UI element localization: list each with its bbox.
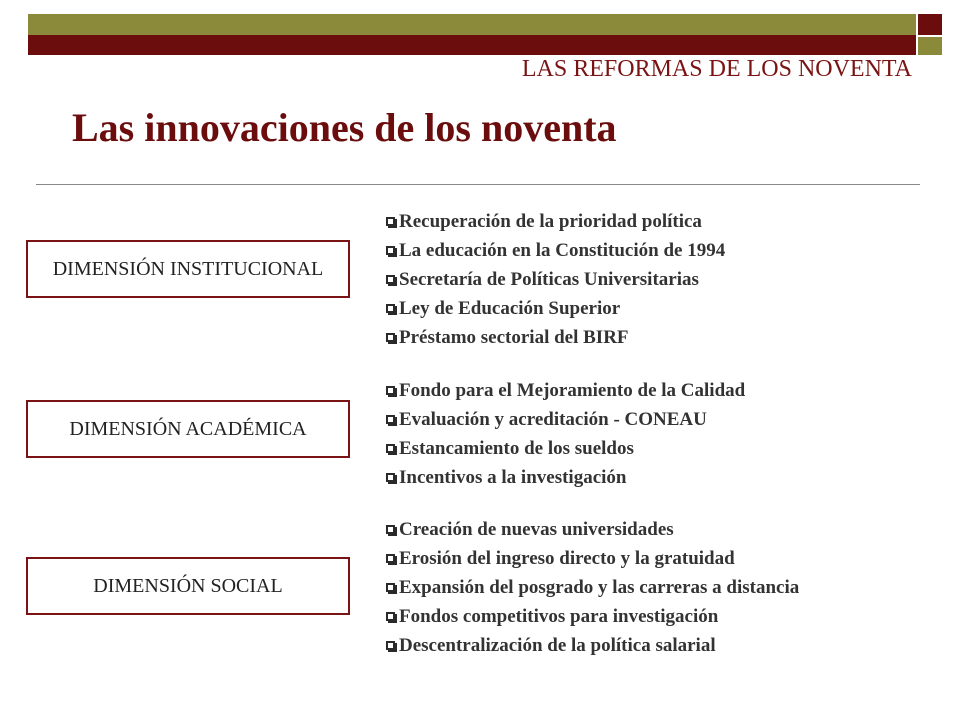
title-divider [36, 184, 920, 185]
list-item-text: Secretaría de Políticas Universitarias [399, 268, 699, 290]
bullet-list-academica [386, 376, 745, 492]
list-item-text: Erosión del ingreso directo y la gratuidad [399, 547, 735, 569]
list-item [386, 236, 725, 265]
checkbox-bullet-icon [386, 217, 395, 226]
checkbox-bullet-icon [386, 246, 395, 255]
checkbox-bullet-icon [386, 583, 395, 592]
list-item-text: Evaluación y acreditación - CONEAU [399, 408, 707, 430]
bullet-list-institucional [386, 207, 725, 352]
list-item [386, 602, 799, 631]
list-item [386, 376, 745, 405]
checkbox-bullet-icon [386, 333, 395, 342]
checkbox-bullet-icon [386, 275, 395, 284]
checkbox-bullet-icon [386, 473, 395, 482]
list-item [386, 631, 799, 660]
checkbox-bullet-icon [386, 612, 395, 621]
list-item-text: Fondos competitivos para investigación [399, 605, 719, 627]
header-bar-maroon [28, 35, 916, 55]
checkbox-bullet-icon [386, 304, 395, 313]
checkbox-bullet-icon [386, 525, 395, 534]
list-item-text: Creación de nuevas universidades [399, 518, 674, 540]
list-item [386, 294, 725, 323]
list-item-text: La educación en la Constitución de 1994 [399, 239, 726, 261]
checkbox-bullet-icon [386, 415, 395, 424]
dimension-box-institucional: DIMENSIÓN INSTITUCIONAL [26, 240, 350, 298]
list-item [386, 265, 725, 294]
list-item-text: Descentralización de la política salarial [399, 634, 716, 656]
list-item-text: Ley de Educación Superior [399, 297, 621, 319]
list-item [386, 515, 799, 544]
list-item-text: Préstamo sectorial del BIRF [399, 326, 629, 348]
list-item [386, 463, 745, 492]
list-item-text: Fondo para el Mejoramiento de la Calidad [399, 379, 746, 401]
dimension-box-social: DIMENSIÓN SOCIAL [26, 557, 350, 615]
checkbox-bullet-icon [386, 386, 395, 395]
list-item-text: Expansión del posgrado y las carreras a distancia [399, 576, 800, 598]
list-item [386, 573, 799, 602]
list-item-text: Incentivos a la investigación [399, 466, 627, 488]
list-item [386, 544, 799, 573]
header-bar-olive [28, 14, 916, 35]
checkbox-bullet-icon [386, 444, 395, 453]
corner-square-olive [918, 37, 942, 55]
list-item [386, 405, 745, 434]
list-item-text: Estancamiento de los sueldos [399, 437, 634, 459]
list-item [386, 434, 745, 463]
checkbox-bullet-icon [386, 641, 395, 650]
list-item-text: Recuperación de la prioridad política [399, 210, 702, 232]
corner-square-maroon [918, 14, 942, 35]
list-item [386, 207, 725, 236]
page-title: Las innovaciones de los noventa [72, 105, 617, 150]
checkbox-bullet-icon [386, 554, 395, 563]
bullet-list-social [386, 515, 799, 660]
dimension-box-academica: DIMENSIÓN ACADÉMICA [26, 400, 350, 458]
section-label: LAS REFORMAS DE LOS NOVENTA [521, 56, 912, 82]
list-item [386, 323, 725, 352]
